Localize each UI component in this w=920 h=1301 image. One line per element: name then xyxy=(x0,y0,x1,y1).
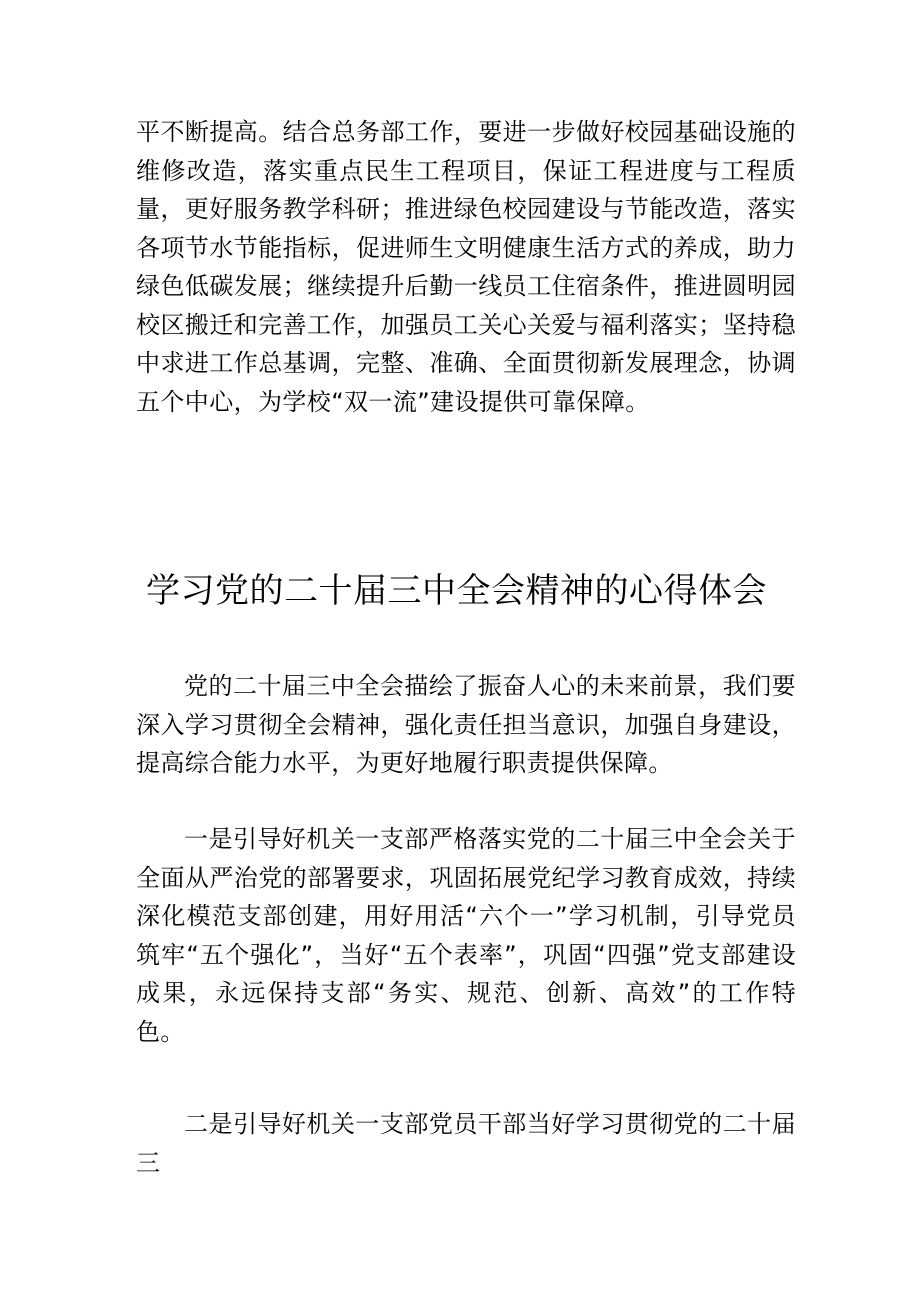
point-one-paragraph: 一是引导好机关一支部严格落实党的二十届三中全会关于全面从严治党的部署要求，巩固拓展党纪学习教育成效，持续深化模范支部创建，用好用活“六个一”学习机制，引导党员筑牢“五个强化”，当好“五个表率”，巩固“四强”党支部建设成果，永远保持支部“务实、规范、创新、高效”的工作特色。 xyxy=(136,825,796,1046)
intro-paragraph: 党的二十届三中全会描绘了振奋人心的未来前景，我们要深入学习贯彻全会精神，强化责任担当意识，加强自身建设，提高综合能力水平，为更好地履行职责提供保障。 xyxy=(136,672,796,777)
document-title: 学习党的二十届三中全会精神的心得体会 xyxy=(146,571,767,611)
carryover-paragraph: 平不断提高。结合总务部工作，要进一步做好校园基础设施的维修改造，落实重点民生工程项目，保证工程进度与工程质量，更好服务教学科研；推进绿色校园建设与节能改造，落实各项节水节能指标，促进师生文明健康生活方式的养成，助力绿色低碳发展；继续提升后勤一线员工住宿条件，推进圆明园校区搬迁和完善工作，加强员工关心关爱与福利落实；坚持稳中求进工作总基调，完整、准确、全面贯彻新发展理念，协调五个中心，为学校“双一流”建设提供可靠保障。 xyxy=(136,118,796,416)
point-two-paragraph: 二是引导好机关一支部党员干部当好学习贯彻党的二十届三 xyxy=(136,1110,796,1177)
